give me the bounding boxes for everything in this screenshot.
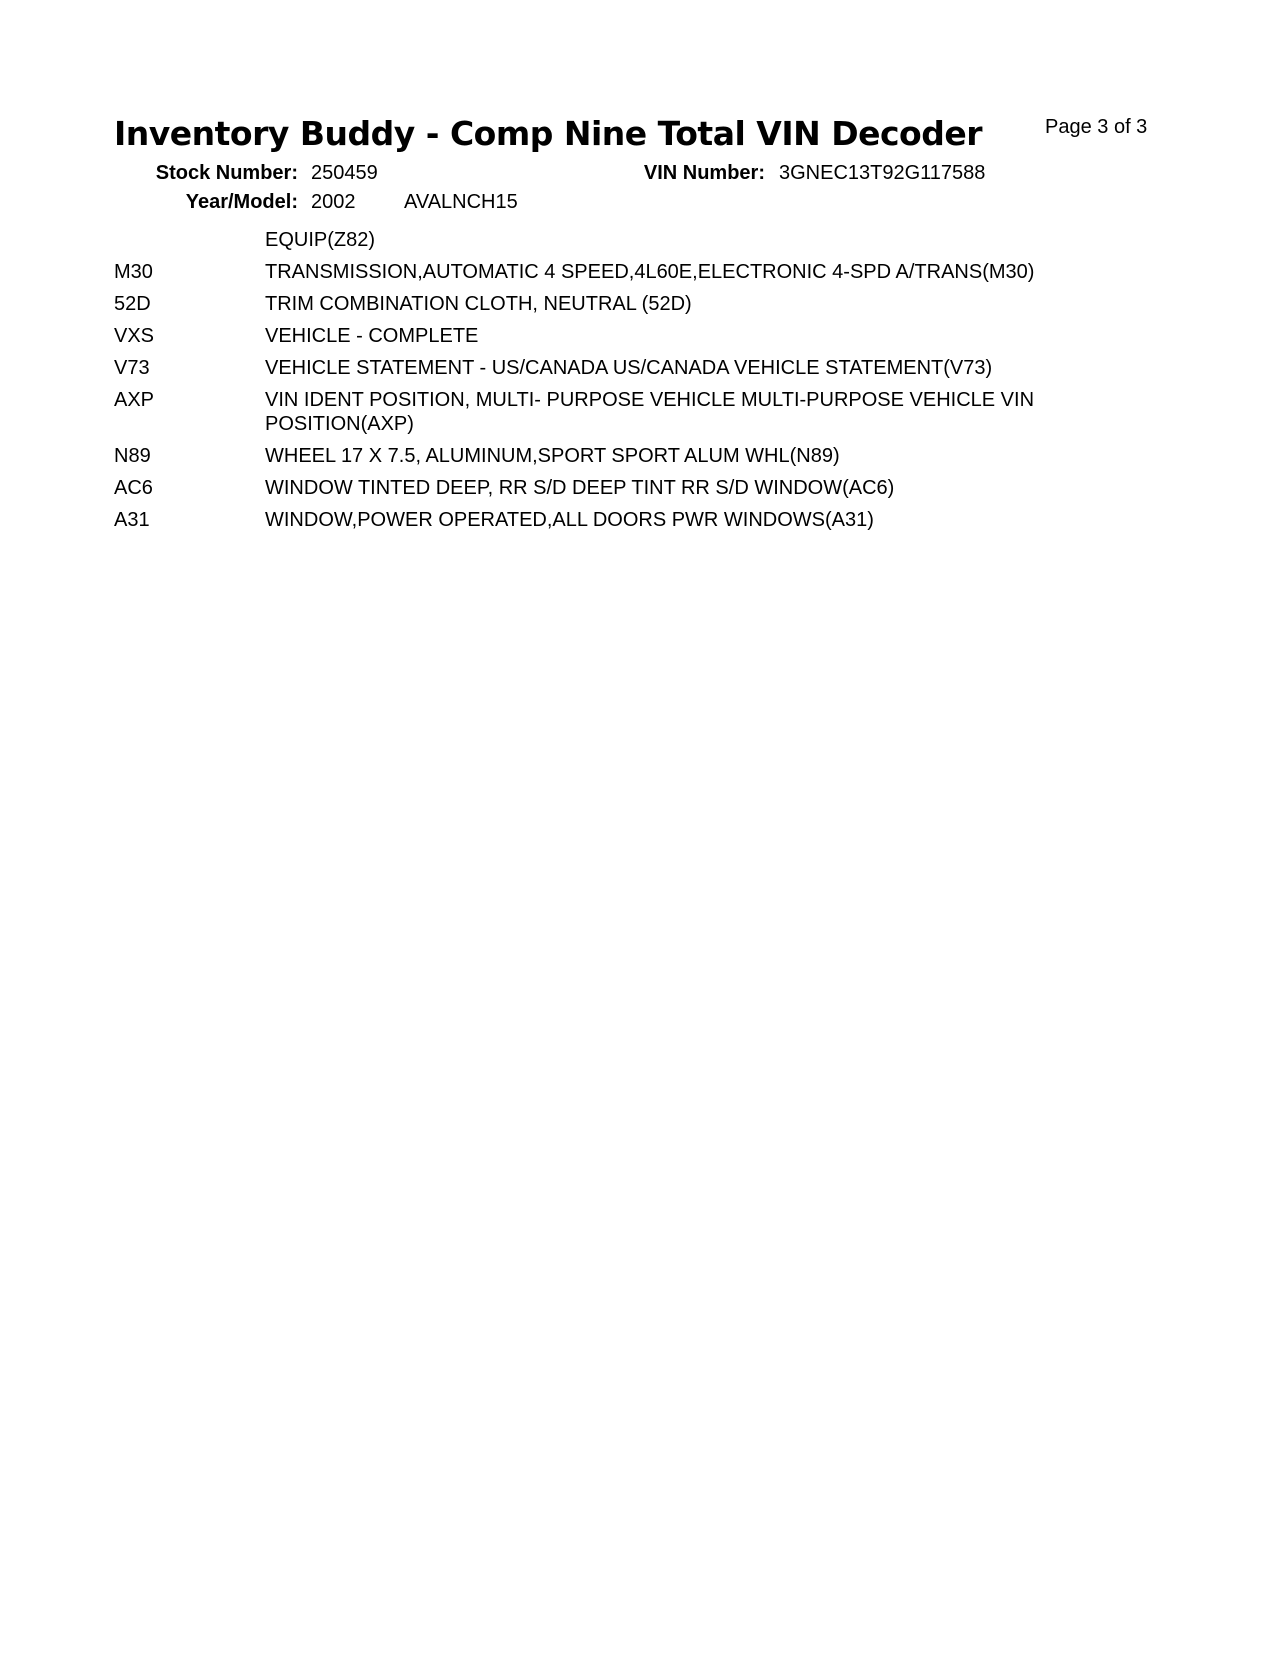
option-code-list [114, 228, 1154, 540]
year-model-label: Year/Model: [185, 191, 298, 213]
option-row [114, 388, 1154, 436]
option-row [114, 324, 1154, 348]
option-code: A31 [114, 509, 150, 531]
option-row [114, 356, 1154, 380]
option-description: WINDOW,POWER OPERATED,ALL DOORS PWR WINDOWS(A31) [265, 509, 874, 531]
option-row [114, 260, 1154, 284]
option-description: VIN IDENT POSITION, MULTI- PURPOSE VEHICLE MULTI-PURPOSE VEHICLE VIN POSITION(AXP) [265, 389, 1035, 435]
option-code: M30 [114, 261, 153, 283]
option-code: VXS [114, 325, 155, 347]
vin-number-value: 3GNEC13T92G117588 [779, 162, 986, 184]
option-description: WINDOW TINTED DEEP, RR S/D DEEP TINT RR S/D WINDOW(AC6) [265, 477, 895, 499]
option-code: AXP [114, 389, 155, 411]
option-description: VEHICLE - COMPLETE [265, 325, 479, 347]
option-description: EQUIP(Z82) [265, 229, 376, 251]
option-row [114, 476, 1154, 500]
option-row [114, 228, 1154, 252]
stock-number-label: Stock Number: [155, 162, 298, 184]
vin-number-label: VIN Number: [643, 162, 765, 184]
option-description: TRANSMISSION,AUTOMATIC 4 SPEED,4L60E,ELECTRONIC 4-SPD A/TRANS(M30) [265, 261, 1035, 283]
stock-number-value: 250459 [311, 162, 378, 184]
option-code: N89 [114, 445, 151, 467]
option-code: AC6 [114, 477, 153, 499]
option-code [114, 228, 265, 252]
option-row [114, 508, 1154, 532]
option-description: WHEEL 17 X 7.5, ALUMINUM,SPORT SPORT ALUM WHL(N89) [265, 445, 840, 467]
year-value: 2002 [311, 191, 356, 213]
option-row [114, 444, 1154, 468]
option-description: VEHICLE STATEMENT - US/CANADA US/CANADA VEHICLE STATEMENT(V73) [265, 357, 993, 379]
option-code: V73 [114, 357, 150, 379]
option-code: 52D [114, 293, 151, 315]
option-description: TRIM COMBINATION CLOTH, NEUTRAL (52D) [265, 293, 692, 315]
option-row [114, 292, 1154, 316]
report-title: Inventory Buddy - Comp Nine Total VIN Decoder [114, 114, 982, 153]
page-number: Page 3 of 3 [1045, 116, 1148, 138]
model-value: AVALNCH15 [404, 191, 518, 213]
